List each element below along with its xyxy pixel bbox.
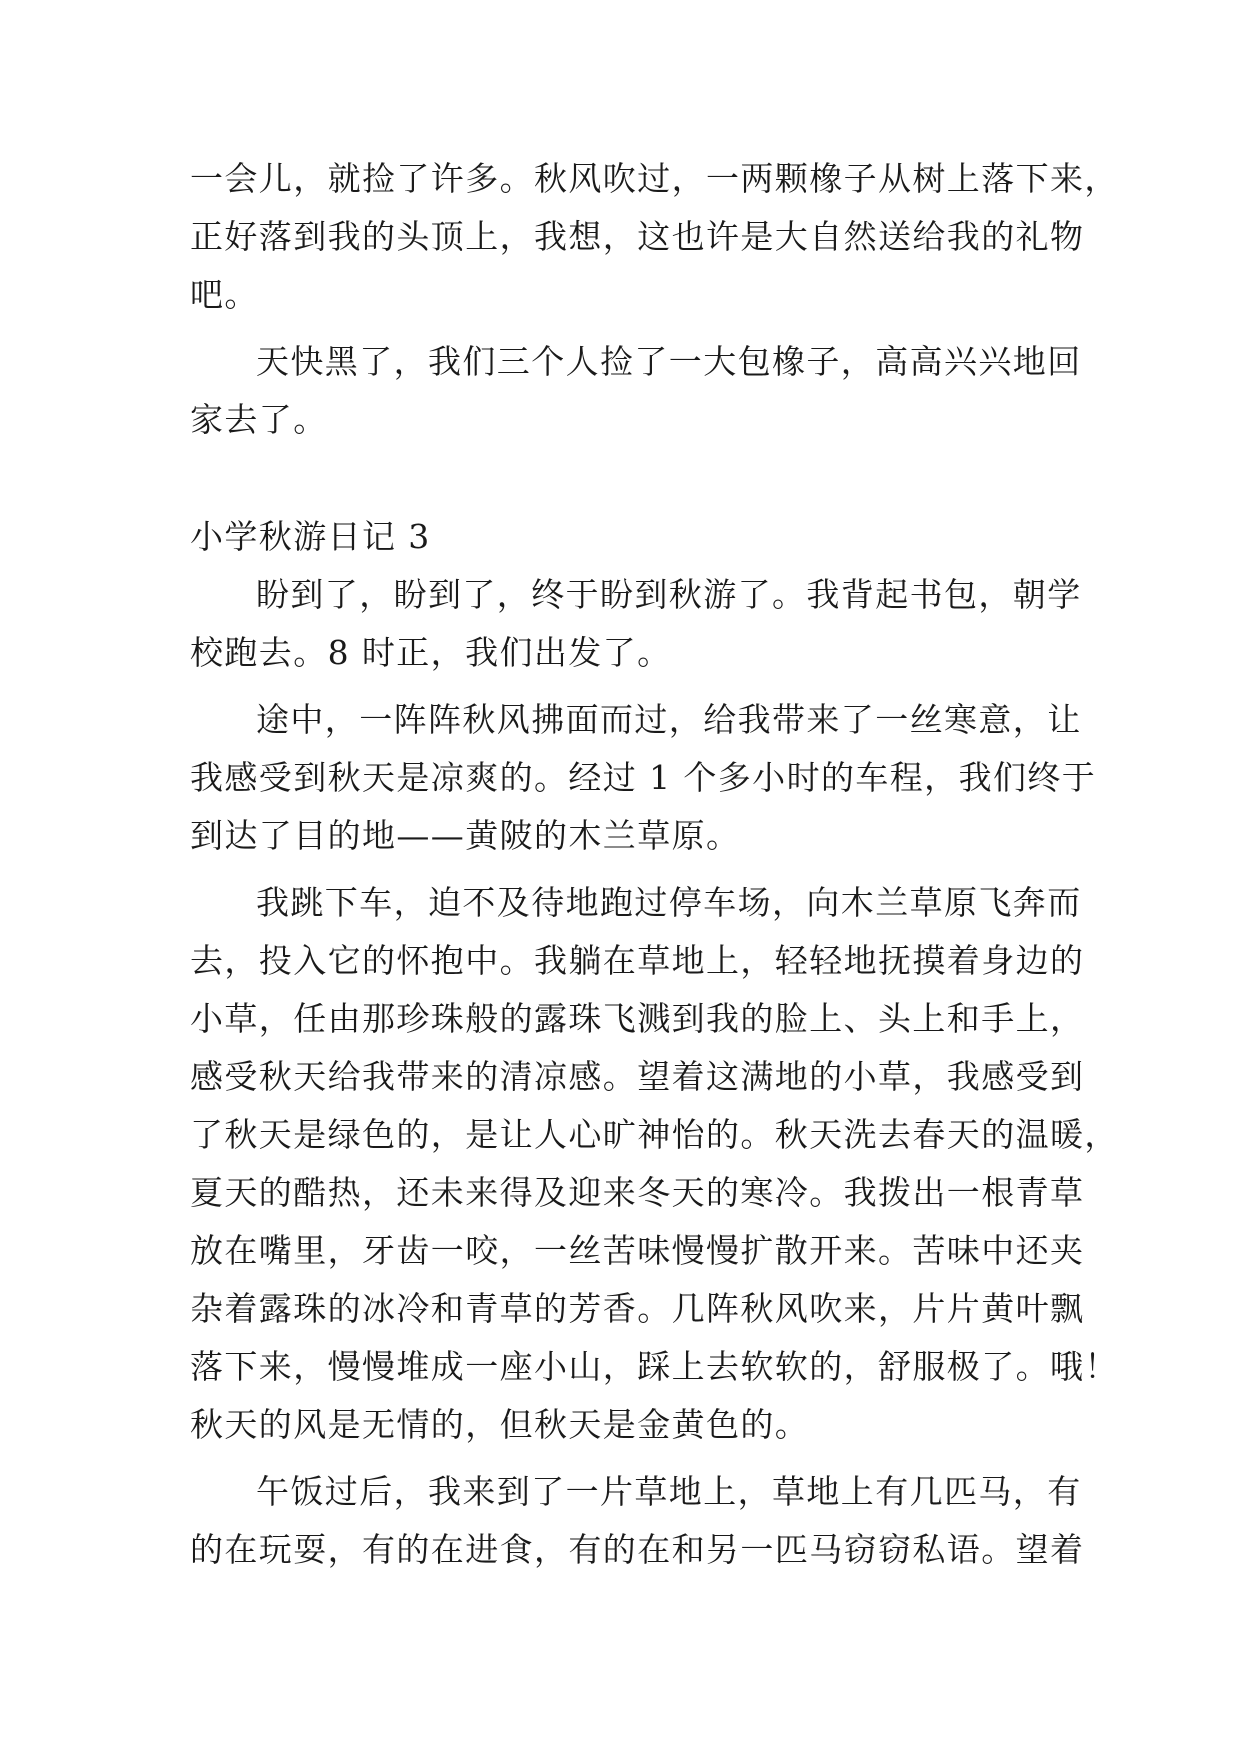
text-line: 感受秋天给我带来的清凉感。望着这满地的小草，我感受到 — [190, 1057, 1085, 1096]
text-line: 我感受到秋天是凉爽的。经过 1 个多小时的车程，我们终于 — [190, 758, 1097, 797]
paragraph-start-line: 午饭过后，我来到了一片草地上，草地上有几匹马，有 — [256, 1472, 1082, 1511]
text-line: 小草，任由那珍珠般的露珠飞溅到我的脸上、头上和手上， — [190, 999, 1085, 1038]
text-line: 校跑去。8 时正，我们出发了。 — [190, 633, 672, 672]
text-line: 吧。 — [190, 275, 259, 314]
paragraph-start-line: 天快黑了，我们三个人捡了一大包橡子，高高兴兴地回 — [256, 342, 1082, 381]
text-line: 杂着露珠的冰冷和青草的芳香。几阵秋风吹来，片片黄叶飘 — [190, 1289, 1085, 1328]
text-line: 到达了目的地——黄陂的木兰草原。 — [190, 816, 741, 855]
text-line: 去，投入它的怀抱中。我躺在草地上，轻轻地抚摸着身边的 — [190, 941, 1085, 980]
text-line: 的在玩耍，有的在进食，有的在和另一匹马窃窃私语。望着 — [190, 1530, 1085, 1569]
paragraph-start-line: 盼到了，盼到了，终于盼到秋游了。我背起书包，朝学 — [256, 575, 1082, 614]
text-line: 夏天的酷热，还未来得及迎来冬天的寒冷。我拨出一根青草 — [190, 1173, 1085, 1212]
text-line: 秋天的风是无情的，但秋天是金黄色的。 — [190, 1405, 810, 1444]
paragraph-start-line: 我跳下车，迫不及待地跑过停车场，向木兰草原飞奔而 — [256, 883, 1082, 922]
text-line: 放在嘴里，牙齿一咬，一丝苦味慢慢扩散开来。苦味中还夹 — [190, 1231, 1085, 1270]
section-title: 小学秋游日记 3 — [190, 517, 431, 556]
text-line: 了秋天是绿色的，是让人心旷神怡的。秋天洗去春天的温暖， — [190, 1115, 1119, 1154]
text-line: 正好落到我的头顶上，我想，这也许是大自然送给我的礼物 — [190, 217, 1085, 256]
text-line: 一会儿，就捡了许多。秋风吹过，一两颗橡子从树上落下来， — [190, 159, 1119, 198]
paragraph-start-line: 途中，一阵阵秋风拂面而过，给我带来了一丝寒意，让 — [256, 700, 1082, 739]
text-line: 家去了。 — [190, 400, 328, 439]
text-line: 落下来，慢慢堆成一座小山，踩上去软软的，舒服极了。哦！ — [190, 1347, 1119, 1386]
